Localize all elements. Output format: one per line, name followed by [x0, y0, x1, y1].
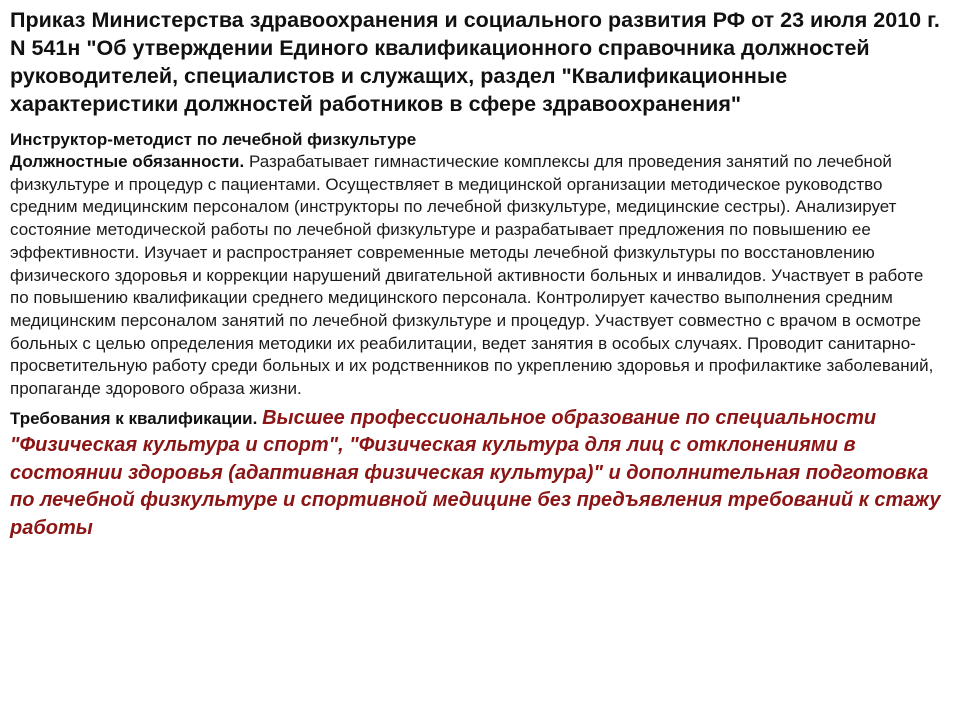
duties-paragraph	[10, 151, 945, 401]
requirements-paragraph	[10, 405, 945, 543]
requirements-text: Высшее профессиональное образование по специальности "Физическая культура и спорт", "Физическая культура для лиц с отклонениями в состоянии здоровья (адаптивная физическая культура)" и дополнительная подготовка по лечебной физкультуре и спортивной медицине без предъявления требований к стажу работы	[10, 406, 941, 539]
document-title: Приказ Министерства здравоохранения и социального развития РФ от 23 июля 2010 г. N 541н "Об утверждении Единого квалификационного справочника должностей руководителей, специалистов и служащих, раздел "Квалификационные характеристики должностей работников в сфере здравоохранения"	[10, 8, 940, 116]
requirements-label: Требования к квалификации.	[10, 408, 258, 428]
position-section	[10, 129, 945, 542]
position-title: Инструктор-методист по лечебной физкультуре	[10, 130, 417, 149]
duties-label: Должностные обязанности.	[10, 152, 245, 171]
slide-content	[10, 6, 945, 542]
duties-text: Разрабатывает гимнастические комплексы для проведения занятий по лечебной физкультуре и процедур с пациентами. Осуществляет в медицинской организации методическое руководство средним медицинским персоналом (инструкторы по лечебной физкультуре, медицинские сестры). Анализирует состояние методической работы по лечебной физкультуре и разрабатывает предложения по повышению ее эффективности. Изучает и распространяет современные методы лечебной физкультуры по восстановлению физического здоровья и коррекции нарушений двигательной активности больных и инвалидов. Участвует в работе по повышению квалификации среднего медицинского персонала. Контролирует качество выполнения средним медицинским персоналом занятий по лечебной физкультуре и процедур. Участвует совместно с врачом в осмотре больных с целью определения методики их реабилитации, ведет занятия в особых случаях. Проводит санитарно-просветительную работу среди больных и их родственников по укреплению здоровья и профилактике заболеваний, пропаганде здорового образа жизни.	[10, 152, 934, 399]
